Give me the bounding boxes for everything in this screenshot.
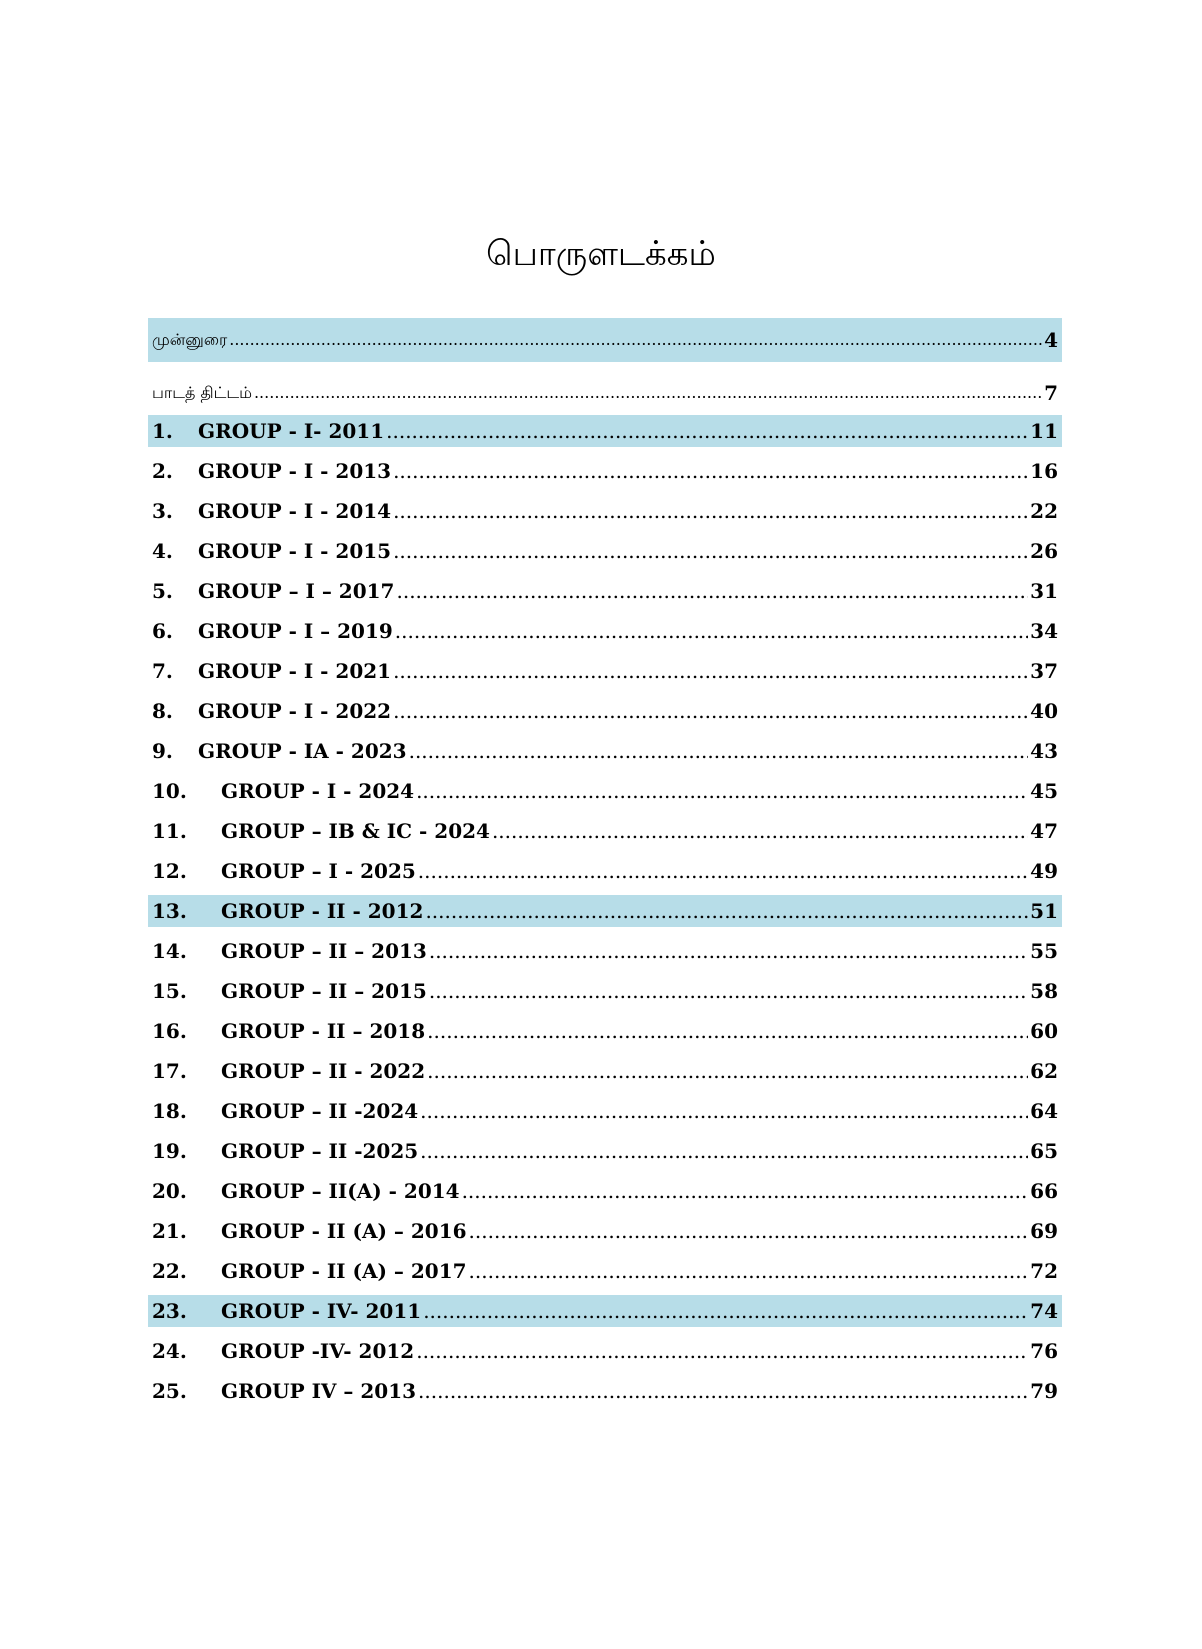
toc-leader-dots (420, 1095, 1028, 1127)
toc-entry-number: 11. (152, 819, 187, 843)
toc-entry-page: 47 (1030, 819, 1058, 843)
toc-entry-label: GROUP - I - 2021 (198, 659, 392, 683)
toc-entry[interactable] (148, 415, 1062, 447)
toc-entry-number: 22. (152, 1259, 187, 1283)
toc-entry-number: 9. (152, 739, 173, 763)
toc-entry-page: 16 (1030, 459, 1058, 483)
toc-leader-dots (423, 1295, 1028, 1327)
toc-leader-dots (393, 455, 1028, 487)
toc-leader-dots (254, 371, 1042, 415)
toc-entry-page: 34 (1030, 619, 1058, 643)
toc-entry-page: 49 (1030, 859, 1058, 883)
toc-entry-page: 11 (1030, 419, 1058, 443)
toc-entry-page: 64 (1030, 1099, 1058, 1123)
toc-entry-page: 51 (1030, 899, 1058, 923)
toc-entry-label: GROUP – I – 2017 (198, 579, 395, 603)
toc-entry-preface[interactable] (148, 318, 1062, 362)
toc-entry-number: 15. (152, 979, 187, 1003)
toc-entry-number: 19. (152, 1139, 187, 1163)
toc-leader-dots (393, 655, 1028, 687)
toc-entry[interactable] (148, 1055, 1062, 1087)
toc-leader-dots (425, 895, 1028, 927)
toc-entry[interactable] (148, 935, 1062, 967)
toc-entry[interactable] (148, 575, 1062, 607)
toc-leader-dots (395, 615, 1028, 647)
toc-entry-label: GROUP - IV- 2011 (221, 1299, 422, 1323)
toc-entry-page: 31 (1030, 579, 1058, 603)
toc-entry-label: GROUP IV – 2013 (221, 1379, 417, 1403)
toc-entry-number: 5. (152, 579, 173, 603)
toc-entry-label: GROUP -IV- 2012 (221, 1339, 415, 1363)
toc-entry[interactable] (148, 1095, 1062, 1127)
toc-leader-dots (229, 318, 1042, 362)
toc-entry-page: 65 (1030, 1139, 1058, 1163)
toc-entry[interactable] (148, 815, 1062, 847)
toc-entry-number: 7. (152, 659, 173, 683)
toc-leader-dots (427, 1015, 1028, 1047)
toc-entry-label: GROUP - I - 2024 (221, 779, 415, 803)
toc-leader-dots (429, 975, 1028, 1007)
toc-entry[interactable] (148, 1375, 1062, 1407)
toc-entry-page: 4 (1044, 328, 1058, 352)
page-title: பொருளடக்கம் (486, 234, 716, 274)
toc-entry-page: 76 (1030, 1339, 1058, 1363)
toc-entry-label: GROUP – I - 2025 (221, 859, 416, 883)
toc-leader-dots (386, 415, 1028, 447)
toc-leader-dots (393, 695, 1028, 727)
toc-entry-number: 14. (152, 939, 187, 963)
toc-entry-label: GROUP – II -2025 (221, 1139, 419, 1163)
toc-entry-page: 37 (1030, 659, 1058, 683)
toc-entry[interactable] (148, 1175, 1062, 1207)
toc-entry[interactable] (148, 1135, 1062, 1167)
toc-leader-dots (469, 1215, 1029, 1247)
toc-entry[interactable] (148, 1015, 1062, 1047)
toc-entry-number: 12. (152, 859, 187, 883)
toc-leader-dots (393, 495, 1028, 527)
toc-leader-dots (420, 1135, 1028, 1167)
toc-leader-dots (429, 935, 1028, 967)
toc-entry[interactable] (148, 1295, 1062, 1327)
toc-entry-page: 60 (1030, 1019, 1058, 1043)
toc-entry-number: 13. (152, 899, 187, 923)
toc-entry-number: 6. (152, 619, 173, 643)
toc-entry[interactable] (148, 535, 1062, 567)
toc-entry-number: 18. (152, 1099, 187, 1123)
toc-entry-page: 40 (1030, 699, 1058, 723)
toc-entry-page: 74 (1030, 1299, 1058, 1323)
toc-entry[interactable] (148, 1255, 1062, 1287)
toc-entry[interactable] (148, 655, 1062, 687)
toc-entry-label: GROUP - II (A) – 2016 (221, 1219, 467, 1243)
toc-entry-number: 20. (152, 1179, 187, 1203)
toc-entry-page: 43 (1030, 739, 1058, 763)
toc-entry-number: 17. (152, 1059, 187, 1083)
toc-leader-dots (396, 575, 1028, 607)
toc-entry[interactable] (148, 855, 1062, 887)
toc-entry-label: GROUP - I – 2019 (198, 619, 393, 643)
toc-entry-label: GROUP - I- 2011 (198, 419, 385, 443)
toc-entry-label: GROUP – II – 2013 (221, 939, 427, 963)
toc-entry-number: 8. (152, 699, 173, 723)
toc-entry[interactable] (148, 975, 1062, 1007)
toc-entry-page: 55 (1030, 939, 1058, 963)
toc-leader-dots (416, 1335, 1028, 1367)
toc-entry-label: GROUP – II – 2015 (221, 979, 427, 1003)
toc-entry-number: 2. (152, 459, 173, 483)
toc-entry[interactable] (148, 735, 1062, 767)
toc-entry-label: GROUP – II(A) - 2014 (221, 1179, 460, 1203)
toc-entry-number: 4. (152, 539, 173, 563)
toc-entry-page: 26 (1030, 539, 1058, 563)
toc-entry-number: 25. (152, 1379, 187, 1403)
toc-entry-page: 69 (1030, 1219, 1058, 1243)
toc-entry[interactable] (148, 455, 1062, 487)
toc-entry-page: 7 (1044, 381, 1058, 405)
toc-entry-label: GROUP - II - 2012 (221, 899, 424, 923)
toc-entry-label: பாடத் திட்டம் (152, 383, 252, 402)
toc-entry-page: 58 (1030, 979, 1058, 1003)
toc-entry-label: முன்னுரை (152, 330, 228, 349)
toc-leader-dots (427, 1055, 1028, 1087)
toc-entry[interactable] (148, 775, 1062, 807)
toc-entry-label: GROUP - I - 2022 (198, 699, 392, 723)
toc-leader-dots (462, 1175, 1029, 1207)
toc-entry-label: GROUP - I - 2015 (198, 539, 392, 563)
toc-entry[interactable] (148, 495, 1062, 527)
toc-leader-dots (469, 1255, 1029, 1287)
toc-entry-label: GROUP - I - 2013 (198, 459, 392, 483)
toc-leader-dots (492, 815, 1028, 847)
toc-entry-number: 3. (152, 499, 173, 523)
toc-entries (148, 415, 1062, 1407)
toc-entry-page: 66 (1030, 1179, 1058, 1203)
toc-leader-dots (416, 775, 1028, 807)
toc-entry[interactable] (148, 695, 1062, 727)
toc-entry-label: GROUP – II -2024 (221, 1099, 419, 1123)
toc-entry-label: GROUP - II – 2018 (221, 1019, 426, 1043)
toc-entry-syllabus[interactable] (148, 371, 1062, 415)
toc-entry-number: 24. (152, 1339, 187, 1363)
toc-entry-number: 1. (152, 419, 173, 443)
toc-entry-page: 62 (1030, 1059, 1058, 1083)
toc-entry-page: 22 (1030, 499, 1058, 523)
toc-entry[interactable] (148, 615, 1062, 647)
toc-entry-label: GROUP - IA - 2023 (198, 739, 407, 763)
toc-entry[interactable] (148, 1215, 1062, 1247)
toc-entry-number: 10. (152, 779, 187, 803)
toc-entry-number: 21. (152, 1219, 187, 1243)
toc-entry-label: GROUP – IB & IC - 2024 (221, 819, 490, 843)
toc-entry-number: 23. (152, 1299, 187, 1323)
toc-leader-dots (418, 855, 1028, 887)
toc-entry[interactable] (148, 1335, 1062, 1367)
toc-entry-label: GROUP - I - 2014 (198, 499, 392, 523)
toc-entry-label: GROUP – II - 2022 (221, 1059, 426, 1083)
toc-entry-number: 16. (152, 1019, 187, 1043)
toc-entry-label: GROUP - II (A) – 2017 (221, 1259, 467, 1283)
toc-entry[interactable] (148, 895, 1062, 927)
toc-leader-dots (393, 535, 1028, 567)
toc-entry-page: 45 (1030, 779, 1058, 803)
toc-entry-page: 79 (1030, 1379, 1058, 1403)
toc-leader-dots (418, 1375, 1028, 1407)
table-of-contents (148, 318, 1062, 1407)
toc-entry-page: 72 (1030, 1259, 1058, 1283)
toc-leader-dots (409, 735, 1029, 767)
